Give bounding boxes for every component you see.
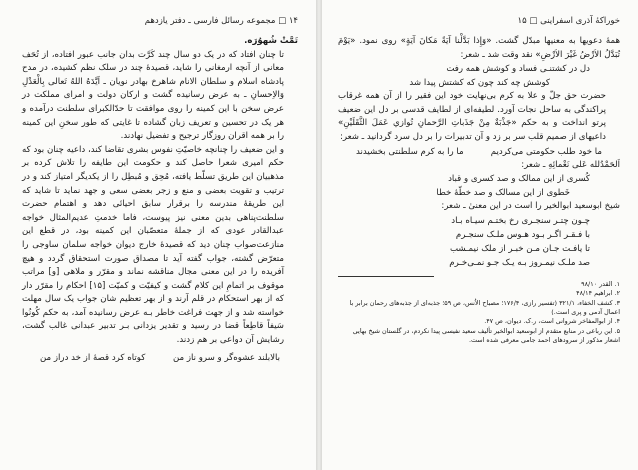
poem-line: دل در کشتنـی فساد و کوشش همه رفت (446, 64, 590, 75)
right-page-header: خوراکهٔ آذری اسفراینی □ ۱۵ (517, 16, 620, 26)
poem-line: صد ملـک نیمـروز بـه یـک جـو نمـی‌خـرم (449, 257, 590, 268)
footnote: ۱. القدر ۹۸/۱۰ (581, 279, 620, 288)
hemistich-left: کوتاه کرد قصهٔ از خد دراز من (40, 352, 146, 363)
poem-line: چـون چتـر سنجـری رخ بختـم سیـاه بـاد (451, 215, 590, 226)
poem-line: تا یافـت جـان مـن خبـر از ملک نیمـشب (449, 243, 590, 254)
paragraph: و این ضعیف را چنانچه خاصیّتِ نفوس بشری تقاضا کند، داعیه چنان بود که حکم امیری شعرا حاصل کند و حکومت این طایفه را تلاش کرده بر مذهبیان این طریق تسلّط یافته، مُحِق و مُبطِل را از یکدیگر امتیاز کند و در ترتیب و تقویت بعضی و منع و زجر بعضی سعی و جهد نماید تا شاید که این طریقهٔ مندرسه را برقرار سابق احیائی دهد و اهتمام حضرت سلطنت‌پناهی بدین معنی نیز پیوست، فاما خدمتِ عدیم‌المثال خواجه عبدالقادر عودی که از جملهٔ متعصّبان این کمینه بود، در قطع این منازعت‌صواب چنان دید که قصیدهٔ خارج دیوان خواجه سلمان ساوجی را متعرّض گشته، جواب گفته آید تا مصداق صورت استحقاق گردد و هیچ آفریده را در این معنی مجال مناقشه نماند و مقرّر و ملاهی [و] مراتب موقوف بر اتمامِ این کلام گشت و کیفیّت و کمیّت [۱۵] احکام را مقرّر دار که از بهر استحکام در قلم آرند و از بهر تعظیم شان جواب یک سال مهلت خواسته شد و از جهت فراغت خاطر بـه عرض رسانیده آمد، به حکم کُونُوا سَیفاً قاطِعاً قضا در رسید و تقدیر یزدانی بـر تدبیر عبدانی غالب گشت، رشایش آن دواعی بر هم زدند. (22, 144, 284, 346)
footnote: ۵. این رباعی در منابع متقدم از ابوسعید ابوالخیر تألیف سعید نفیسی پیدا نکردم، در گلستان شیخ بهایی اشعار مذکور از سرودهای احمد جامی معرفی شده است. (352, 326, 620, 345)
footnote: ۲. ابراهیم ۴۸/۱۴ (576, 289, 620, 298)
footnote: ۴. از ابوالمفاخر شروانی است، ر.ک. دیوان، ص ۴۷. (484, 317, 620, 326)
arabic-line: اَلحَمْدُلله عَلی نَعْمائِهِ ـ شعر: (521, 159, 620, 170)
left-page-body (22, 35, 298, 348)
poem-line: کُسری از این ممالک و صد کسری و قباد (448, 174, 590, 185)
hemistich-left: ما را به کرم سلطنتی بخشیدند (356, 146, 464, 157)
right-page-body (338, 35, 620, 62)
poem-line: خَطوی از این مسالک و صد خطّهٔ خطا (436, 188, 570, 199)
paragraph: تَمَّتْ شُهوُرَه. (244, 36, 298, 46)
hemistich-right: ما خود طلب حکومتی می‌کردیم (490, 146, 602, 157)
poem-couplet (22, 351, 298, 365)
poem-line: با فـقـر اگـر بـود هـوس ملـک سنجـرم (455, 229, 590, 240)
poem-couplet (338, 145, 620, 159)
paragraph: تا چنان افتاد که در یک دو سال چند کَرَّت بدان جانب عبور افتاده، از تُحَف معانی از آنچه ارمغانی را شاید، قصیدهٔ چند در سلک نظم کشیده، در مدح پادشاه اسلام و سلطان الانام شاهرخ بهادر نویان ـ اَیَّدَهُ اللهُ تَعالی بِالْعَدْلِ وَالاِحسانِ ـ به عرض رسانیده گشت و ارکان دولت و امرای مملکت در عرض سخن با این کمینه را روی موافقت تا حدّالکبرای سلطنت درآمده و هر یک در تحسین و تعریف زبان گشاده تا غایتی که طور سخنِ این کمینه را بر همه اقران روزگار ترجیح و تفضیل نهادند. (22, 49, 284, 142)
footnote: ۳. کشف الخفاء، ۳۲۱/۱ (تفسیر رازی، ۱۷۶/۴؛ مصباح الاُنس، ص ۵۹؛ جذبه‌ای از جذبه‌های رحمان برابر با اعمال آدمی و پری است.) (349, 298, 620, 316)
poem-quatrain (338, 62, 620, 90)
hemistich-right: بالابلند عشوه‌گر و سرو ناز من (172, 352, 280, 363)
poem-couplet-stacked (338, 172, 620, 200)
paragraph: حضرت حق جلّ و علا به کرم بی‌نهایت خود این فقیر را از آن همه غرقاب پراکندگی به ساحل نجات آورد. لطیفه‌ای از لطایف قدسی بر دل این ضعیف پرتو انداخت و به حکم «جَذْبَةٌ مِنْ جَذَباتِ الرَّحمانِ تُوازي عَمَلَ الثَّقَلَيْنِ» داعیهای از صمیم قلب سر بر زد و آن تدبیرات را بر دل سرد گردانید ـ شعر: (338, 91, 606, 142)
poem-line: کوشش چه کند چون که کشتش پیدا شد (409, 78, 550, 89)
footnotes (338, 280, 620, 346)
right-page (322, 0, 638, 470)
left-page (0, 0, 316, 470)
paragraph: همهٔ دعویها به معنیها مبدّل گشت. «وَإِذا بَدَّلْنا آيَةً مَكانَ آيَةٍ» روی نمود. «يَوْمَ تُبَدَّلُ الاَرْضُ غَيْرَ الاَرْضِ» نقد وقت شد ـ شعر: (338, 36, 620, 60)
left-page-header: ۱۴ □ مجموعه رسائل فارسی ـ دفتر یازدهم (144, 16, 298, 26)
poem-quatrain (338, 214, 620, 270)
paragraph: شیخ ابوسعید ابوالخیر را است در این معنیٰ ـ شعر: (441, 201, 620, 212)
